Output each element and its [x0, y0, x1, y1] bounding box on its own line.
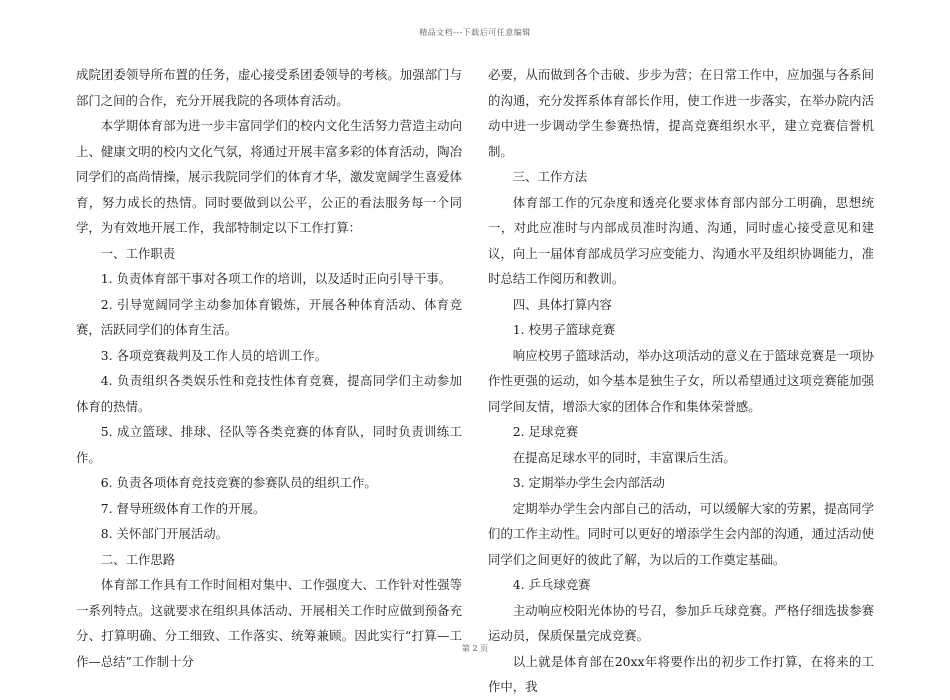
list-item: 4. 乒乓球竞赛	[512, 577, 591, 592]
list-item: 5. 成立篮球、排球、径队等各类竞赛的体育队，同时负责训练工作。	[76, 424, 462, 465]
page-header: 精品文档---下载后可任意编辑	[419, 28, 531, 37]
right-column	[488, 62, 874, 700]
list-item: 4. 负责组织各类娱乐性和竞技性体育竞赛，提高同学们主动参加体育的热情。	[76, 373, 462, 414]
list-item: 6. 负责各项体育竞技竞赛的参赛队员的组织工作。	[100, 475, 377, 490]
paragraph: 必要，从而做到各个击破、步步为营；在日常工作中，应加强与各系间的沟通，充分发挥系体育部长作用，使工作进一步落实，在举办院内活动中进一步调动学生参赛热情，提高竞赛组织水平，建立竞赛信誉机制。	[488, 67, 874, 159]
section-heading: 二、工作思路	[100, 551, 176, 567]
section-heading: 一、工作职责	[100, 245, 176, 261]
list-item: 3. 各项竞赛裁判及工作人员的培训工作。	[100, 347, 328, 363]
paragraph: 定期举办学生会内部自己的活动，可以缓解大家的劳累，提高同学们的工作主动性。同时可以更好的增添学生会内部的沟通，通过活动使同学们之间更好的彼此了解，为以后的工作奠定基础。	[488, 500, 874, 567]
paragraph: 成院团委领导所布置的任务，虚心接受系团委领导的考核。加强部门与部门之间的合作，充分开展我院的各项体育活动。	[76, 67, 462, 108]
list-item: 2. 足球竞赛	[512, 424, 579, 439]
list-item: 1. 校男子篮球竞赛	[512, 322, 616, 337]
paragraph: 体育部工作的冗杂度和透亮化要求体育部内部分工明确，思想统一，对此应准时与内部成员准时沟通、沟通，同时虚心接受意见和建议，向上一届体育部成员学习应变能力、沟通水平及组织协调能力，准时总结工作阅历和教训。	[488, 194, 874, 286]
section-heading: 三、工作方法	[512, 169, 588, 184]
paragraph: 在提高足球水平的同时，丰富课后生活。	[512, 449, 736, 465]
section-heading: 四、具体打算内容	[512, 296, 612, 312]
paragraph: 以上就是体育部在20xx年将要作出的初步工作打算，在将来的工作中，我	[488, 653, 874, 694]
page-number: 第 2 页	[461, 644, 489, 653]
paragraph: 体育部工作具有工作时间相对集中、工作强度大、工作针对性强等一系列特点。这就要求在组织具体活动、开展相关工作时应做到预备充分、打算明确、分工细致、工作落实、统筹兼顾。因此实行“打算—工作—总结”工作制十分	[76, 577, 462, 669]
list-item: 8. 关怀部门开展活动。	[100, 526, 229, 541]
list-item: 2. 引导宽阔同学主动参加体育锻炼，开展各种体育活动、体育竞赛，活跃同学们的体育生活。	[76, 296, 462, 337]
list-item: 1. 负责体育部干事对各项工作的培训，以及适时正向引导干事。	[100, 271, 452, 286]
paragraph: 主动响应校阳光体协的号召，参加乒乓球竞赛。严格仔细选拔参赛运动员，保质保量完成竞赛。	[488, 602, 874, 643]
left-column	[76, 62, 462, 674]
list-item: 7. 督导班级体育工作的开展。	[100, 500, 266, 516]
list-item: 3. 定期举办学生会内部活动	[512, 475, 665, 490]
paragraph: 响应校男子篮球活动，举办这项活动的意义在于篮球竞赛是一项协作性更强的运动，如今基本是独生子女，所以希望通过这项竞赛能加强同学间友情，增添大家的团体合作和集体荣誉感。	[488, 347, 874, 414]
paragraph: 本学期体育部为进一步丰富同学们的校内文化生活努力营造主动向上、健康文明的校内文化气氛，将通过开展丰富多彩的体育活动，陶冶同学们的高尚情操，展示我院同学们的体育才华，激发宽阔学生喜爱体育，努力成长的热情。同时要做到以公平，公正的看法服务每一个同学，为有效地开展工作，我部特制定以下工作打算：	[76, 118, 462, 235]
